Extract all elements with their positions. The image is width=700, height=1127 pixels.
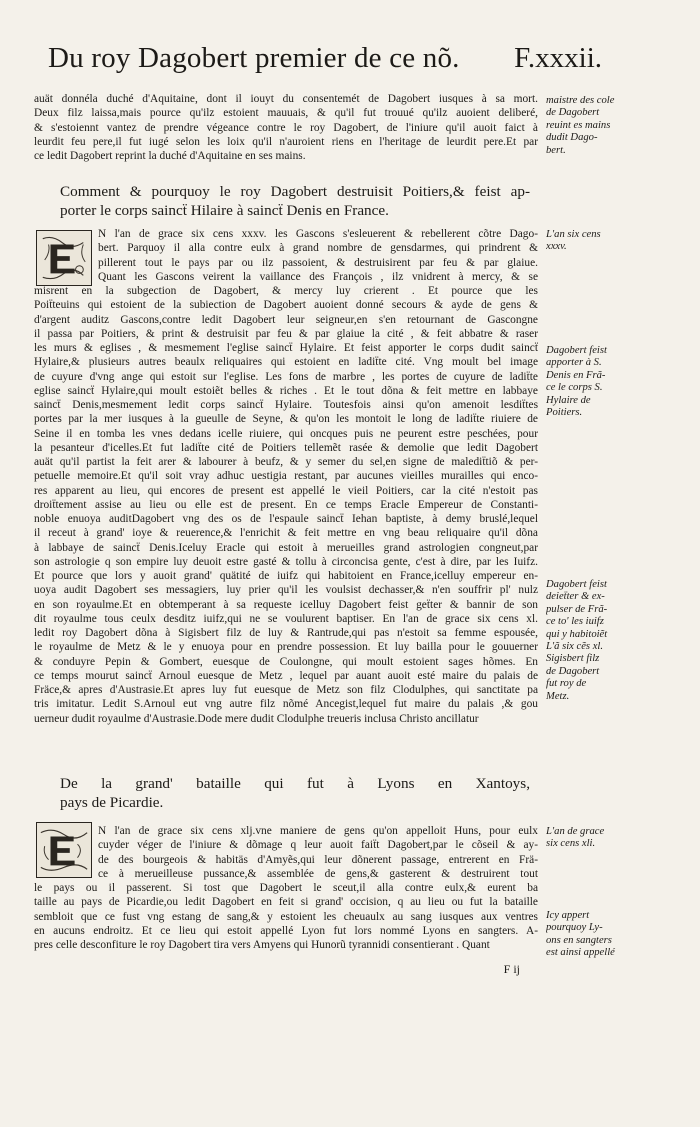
text-line: en aucuns endroitz. Et ce lieu qui estoit appellé Lyon fut lors nommé Lyons en sangters. A-	[34, 924, 538, 937]
text-line: d'argent auditz Gascons,contre ledit Dagobert leur seigneur,en s'en retournant de Gascongne	[34, 313, 538, 326]
marginal-line: qui y habitoiẽt	[546, 628, 608, 640]
section3-text	[34, 824, 538, 952]
text-line: Hylaire,& plusieurs autres beaulx reliquaires qui estoient en ladiẗte cité. Vng moult bel image	[34, 356, 538, 369]
text-line: Quant les Gascons veirent la vaillance des François , ilz vnidrent à mercy, & se	[98, 270, 538, 283]
text-line: pres celle desconfiture le roy Dagobert tira vers Amyens qui Hunorũ tyrannidi consentierant . Quant	[34, 939, 490, 951]
marginal-line: apporter à S.	[546, 357, 602, 369]
section2-text	[34, 227, 538, 726]
text-line: dit royaulme tous ceulx desditz iuifz,qui ne se voulurent baptiser. En l'an de grace six cens xl.	[34, 612, 538, 625]
heading-line: Comment & pourquoy le roy Dagobert destruisit Poitiers,& feist ap-	[60, 183, 530, 200]
text-line: & s'estoiennt vantez de prendre végeance contre le roy Dagobert, de l'iniure qu'il auoit faict à	[34, 121, 538, 134]
marginal-line: de Dagobert	[546, 107, 600, 119]
heading-line: porter le corps saincẗ Hilaire à saincẗ Denis en France.	[60, 202, 389, 219]
marginal-line: L'ã six cẽs xl.	[546, 641, 603, 653]
marginal-line: pourquoy Ly-	[546, 922, 603, 934]
text-line: il passa par Poitiers, & print & destruisit par feu & par glaiue la cité , & feit abbatre & raser	[34, 327, 538, 340]
text-line: portes par la mer iusques à la gueulle de Seyne, & qu'on les montoit le long de ladiẗte riuiere de	[34, 413, 538, 426]
marginal-line: ce to' les iuifz	[546, 616, 604, 628]
text-line: de des bourgeois & habitäs d'Amyẽs,qui leur dõnerent passage, entrerent en Frä-	[98, 853, 538, 866]
section1-marginal-note	[546, 95, 676, 157]
text-line: Deux filz laissa,mais pource qu'ilz estoient mauuais, & qu'il fut trouué qu'ilz auoient deliberé,	[34, 107, 538, 120]
text-line: la pesanteur d'icelles.Et fut ladiẗte cité de Poitiers tellemẽt rasée & demolie que ledit Dagobert	[34, 441, 538, 454]
text-line: le royaulme de Metz & le y enuoya pour en prendre possession. Et luy bailla pour le gouuerner	[34, 641, 538, 654]
marginal-note-poitiers	[546, 345, 676, 419]
marginal-line: xxxv.	[546, 241, 567, 253]
heading-line: De la grand' bataille qui fut à Lyons en Xantoys,	[60, 775, 530, 792]
marginal-note-lyons	[546, 910, 676, 960]
marginal-note-year-635	[546, 229, 676, 254]
marginal-line: ce le corps S.	[546, 382, 603, 394]
marginal-line: fut roy de	[546, 678, 587, 690]
text-line: saincẗ Denis,mesmement ledit corps saincẗ Hylaire. Toutesfois ainsi qu'on amenoit lesdiẗtes	[34, 399, 538, 411]
marginal-line: Hylaire de	[546, 394, 591, 406]
marginal-line: Poitiers.	[546, 407, 583, 419]
text-line: Et pource que lors y auoit grand' quätité de iuifz qui habitoient en France,icelluy empereur en-	[34, 570, 538, 582]
text-line: les murs & eglises , & mesmement l'eglise saincẗ Hylaire. Et feist apporter le corps dudit saincẗ	[34, 342, 538, 354]
marginal-line: L'an de grace	[546, 826, 605, 837]
text-line: auät donnéla duché d'Aquitaine, dont il iouyt du consentemét de Dagobert iusques à sa mort.	[34, 93, 538, 105]
text-line: N l'an de grace six cens xlj.vne maniere de gens qu'on appelloit Huns, pour eulx	[98, 825, 538, 837]
text-line: cuyder véger de l'iniure & dõmage q leur auoit faiẗt Dagobert,par le cõseil & ay-	[98, 839, 538, 852]
text-line: tris imitatur. Ledit S.Arnoul eut vng autre filz nõmé Ancegist,lequel fut maire du palais ,& gou	[34, 698, 538, 711]
running-head-title: Du roy Dagobert premier de ce nõ.	[48, 42, 460, 74]
text-line: misrent en la subgection de Dagobert, & mercy luy crierent . Et pource que les	[34, 285, 538, 297]
marginal-line: Metz.	[546, 690, 570, 702]
text-line: res apparent au lieu, qui encores de present est appellé le vieil Poitiers, car la cité n'estoit pas	[34, 484, 538, 497]
marginal-line: pulser de Frã-	[546, 603, 608, 615]
signature-mark: F ij	[503, 962, 520, 976]
text-line: Poiẗteuins qui estoient de la subiection de Dagobert auoient donné secours & ayde de gens &	[34, 299, 538, 312]
text-line: Fräce,& apres d'Austrasie.Et apres luy fut euesque de Metz son filz Clodulphes, qui sanctitate pa	[34, 684, 538, 696]
marginal-line: L'an six cens	[546, 229, 601, 240]
text-line: taille au pays de Picardie,ou ledit Dagobert en feit si grand' occision, q au lieu ou fut la bataille	[34, 896, 538, 909]
marginal-line: dudit Dago-	[546, 132, 598, 144]
chapter-heading-lyons	[60, 774, 530, 812]
text-line: uerneur dudit royaulme d'Austrasie.Dode mere dudit Clodulphe treueris inclusa Christo ancillatur	[34, 712, 479, 725]
text-line: bert. Parquoy il alla contre eulx à grand nombre de gensdarmes, qui prindrent &	[98, 242, 538, 255]
marginal-line: reuint es mains	[546, 119, 611, 131]
text-line: à labbaye de saincẗ Denis.Iceluy Eracle qui estoit à merueilles grand astrologien congneut,par	[34, 541, 538, 554]
text-line: Seine il en tomba les vnes dedans icelle riuiere, qui oncques puis ne peurent estre peschées, pour	[34, 427, 538, 440]
marginal-line: deieẗter & ex-	[546, 591, 605, 603]
text-line: & conduyre Pepin & Gombert, euesque de Coulongne, qui moult estoient sages hõmes. En	[34, 655, 538, 668]
text-line: uoya audit Dagobert ses messagiers, luy prier qu'il les voulsist dechasser,& n'en souffrir pl' nulz	[34, 584, 538, 597]
marginal-line: maistre des cole	[546, 95, 615, 106]
text-line: en son royaulme.Et en obtemperant à sa requeste icelluy Dagobert feist geẗter & bannir de son	[34, 598, 538, 611]
text-line: son astrologie q son empire luy deuoit estre gasté & tollu à circoncisa gente, c'est à dire, par les Iuifz.	[34, 555, 538, 568]
text-line: auät qu'il partist la feit arer & labourer à beufz, & y semer du sel,en signe de malediẗtiõ & per-	[34, 456, 538, 468]
marginal-line: bert.	[546, 144, 566, 156]
text-line: ce ledit Dagobert reprint la duché d'Aquitaine en ses mains.	[34, 150, 306, 162]
text-line: leurdit feu pere,il fut iugé selon les loix qu'il n'auroient riens en l'heritage de leurdit pere.Et par	[34, 135, 538, 148]
marginal-note-year-641	[546, 826, 676, 851]
chapter-heading-poitiers	[60, 182, 530, 220]
text-line: noble enuoya auditDagobert vng des os de l'espaule saincẗ Iehan baptiste, à demy bruslé,lequel	[34, 513, 538, 525]
marginal-line: de Dagobert	[546, 665, 600, 677]
text-line: le pays ou il passerent. Si tost que Dagobert le sceut,il alla contre eulx,& eurent ba	[34, 882, 538, 894]
text-line: ledit roy Dagobert dõna à Sigisbert filz de luy & Rantrude,qui pas n'estoit sa femme espousée,	[34, 627, 538, 639]
text-line: de cuyure d'vng ange qui estoit sur l'eglise. Les fons de marbre , les portes de cuyure de ladiẗte	[34, 370, 538, 383]
text-line: pillerent tout le pays par ou ilz passoient, & destruisirent par feu & par glaiue.	[98, 256, 538, 269]
text-line: ce à merueilleuse pussance,& assemblée de gens,& gasterent & destruirent tout	[98, 867, 538, 880]
text-line: petuelle memoire.Et qu'il soit vray adhuc uestigia restant, par aucunes vieilles murailles qui enco-	[34, 470, 538, 483]
text-line: N l'an de grace six cens xxxv. les Gascons s'esleuerent & rebellerent cõtre Dago-	[98, 228, 538, 240]
section1-text	[34, 92, 538, 163]
marginal-line: six cens xli.	[546, 838, 596, 850]
marginal-line: est ainsi appellé	[546, 947, 615, 959]
marginal-line: Sigisbert filz	[546, 653, 600, 665]
marginal-line: Dagobert feist	[546, 345, 607, 356]
folio-number: F.xxxii.	[514, 42, 602, 74]
text-line: droiẗtement assise au lieu ou elle est de present. En ce temps Eracle Empereur de Constanti-	[34, 498, 538, 511]
heading-line: pays de Picardie.	[60, 794, 164, 811]
text-line: eglise saincẗ Hylaire,qui moult estoiẽt belles & riches . Et le tout dõna & feit mettre en labbaye	[34, 384, 538, 397]
marginal-line: Icy appert	[546, 910, 590, 921]
text-line: ce temps mourut saincẗ Arnoul euesque de Metz , lequel par auant auoit esté maire du palais de	[34, 669, 538, 682]
marginal-line: Dagobert feist	[546, 579, 607, 590]
text-line: il receut à grand' ioye & reuerence,& l'enrichit & feit mettre en vng beau reliquaire qu'il dõna	[34, 527, 538, 540]
text-line: sembloit que ce fust vng estang de sang,& y estoient les cheuaulx au sang iusques aux ventres	[34, 910, 538, 923]
marginal-line: Denis en Frã-	[546, 369, 606, 381]
marginal-note-iuifz	[546, 579, 676, 703]
marginal-line: ons en sangters	[546, 934, 612, 946]
